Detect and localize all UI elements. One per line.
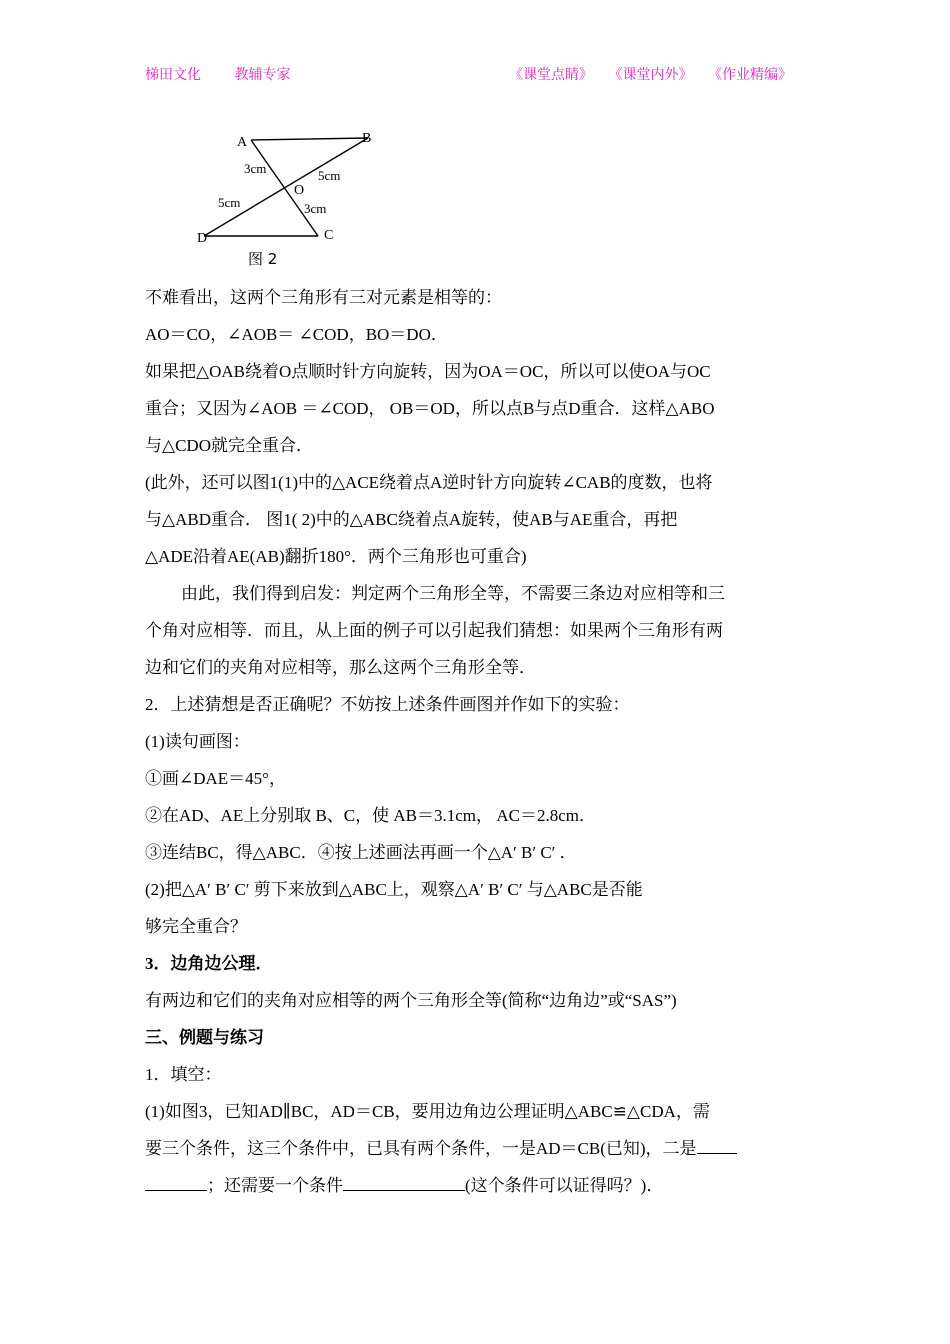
point-o-label: O [294, 183, 305, 198]
section-heading: 三、例题与练习 [145, 1028, 264, 1047]
paragraph-line: 够完全重合？ [145, 917, 247, 936]
point-d-label: D [197, 231, 208, 246]
paragraph-line: 与△ABD重合． 图1( 2)中的△ABC绕着点A旋转，使AB与AE重合，再把 [145, 510, 678, 529]
figure-caption: 图 2 [248, 250, 278, 268]
paragraph-line: 如果把△OAB绕着O点顺时针方向旋转，因为OA＝OC，所以可以使OA与OC [145, 362, 711, 381]
paragraph-line: 有两边和它们的夹角对应相等的两个三角形全等(简称“边角边”或“SAS”) [145, 991, 677, 1010]
paragraph-line: ②在AD、AE上分别取 B、C，使 AB＝3.1cm， AC＝2.8cm． [145, 806, 596, 825]
answer-blank-2[interactable] [343, 1172, 465, 1191]
paragraph-line: 1．填空： [145, 1065, 222, 1084]
paragraph-text: ；还需要一个条件 [207, 1176, 343, 1195]
paragraph-line: △ADE沿着AE(AB)翻折180°．两个三角形也可重合) [145, 547, 527, 566]
paragraph-line: ③连结BC，得△ABC．④按上述画法再画一个△A′ B′ C′ ． [145, 843, 577, 862]
segment-ab [251, 138, 368, 140]
length-ao-label: 3cm [244, 161, 267, 176]
segment-bd [204, 138, 368, 236]
length-do-label: 5cm [218, 195, 241, 210]
paragraph-line: (1)如图3，已知AD∥BC，AD＝CB，要用边角边公理证明△ABC≌△CDA，需 [145, 1102, 710, 1121]
paragraph-line: (2)把△A′ B′ C′ 剪下来放到△ABC上，观察△A′ B′ C′ 与△ABC是否能 [145, 880, 643, 899]
paragraph-line [145, 1172, 785, 1209]
answer-blank-1a[interactable] [697, 1135, 737, 1154]
paragraph-line: 由此，我们得到启发：判定两个三角形全等，不需要三条边对应相等和三 [181, 584, 725, 603]
paragraph-line: AO＝CO，∠AOB＝ ∠COD，BO＝DO． [145, 325, 448, 344]
document-body [145, 284, 785, 1209]
header-series [509, 64, 792, 84]
section-heading: 3．边角边公理． [145, 954, 273, 973]
paragraph-line: (1)读句画图： [145, 732, 250, 751]
paragraph-line: 重合；又因为∠AOB ＝∠COD， OB＝OD，所以点B与点D重合．这样△ABO [145, 399, 715, 418]
point-b-label: B [362, 131, 372, 146]
paragraph-line: ①画∠DAE＝45°， [145, 769, 286, 788]
paragraph-line: 边和它们的夹角对应相等，那么这两个三角形全等． [145, 658, 536, 677]
series-title-3: 《作业精编》 [708, 68, 792, 83]
paragraph-line: 2．上述猜想是否正确呢？不妨按上述条件画图并作如下的实验： [145, 695, 630, 714]
paragraph-line [145, 1135, 785, 1172]
paragraph-text: 要三个条件，这三个条件中，已具有两个条件，一是AD＝CB(已知)，二是 [145, 1139, 697, 1158]
paragraph-line: (此外，还可以图1(1)中的△ACE绕着点A逆时针方向旋转∠CAB的度数，也将 [145, 473, 713, 492]
paragraph-text: (这个条件可以证得吗？)． [465, 1176, 664, 1195]
paragraph-line: 与△CDO就完全重合． [145, 436, 313, 455]
header-publisher [145, 64, 291, 84]
paragraph-line: 不难看出，这两个三角形有三对元素是相等的： [145, 288, 502, 307]
point-a-label: A [237, 135, 248, 150]
publisher-name: 梯田文化 [145, 68, 201, 83]
length-ob-label: 5cm [318, 168, 341, 183]
paragraph-line: 个角对应相等．而且，从上面的例子可以引起我们猜想：如果两个三角形有两 [145, 621, 723, 640]
point-c-label: C [324, 228, 334, 243]
answer-blank-1b[interactable] [145, 1172, 207, 1191]
series-title-2: 《课堂内外》 [608, 68, 693, 83]
series-title-1: 《课堂点睛》 [509, 68, 593, 83]
length-oc-label: 3cm [304, 201, 327, 216]
figure-2-diagram [188, 124, 388, 274]
publisher-tagline: 教辅专家 [234, 68, 291, 83]
